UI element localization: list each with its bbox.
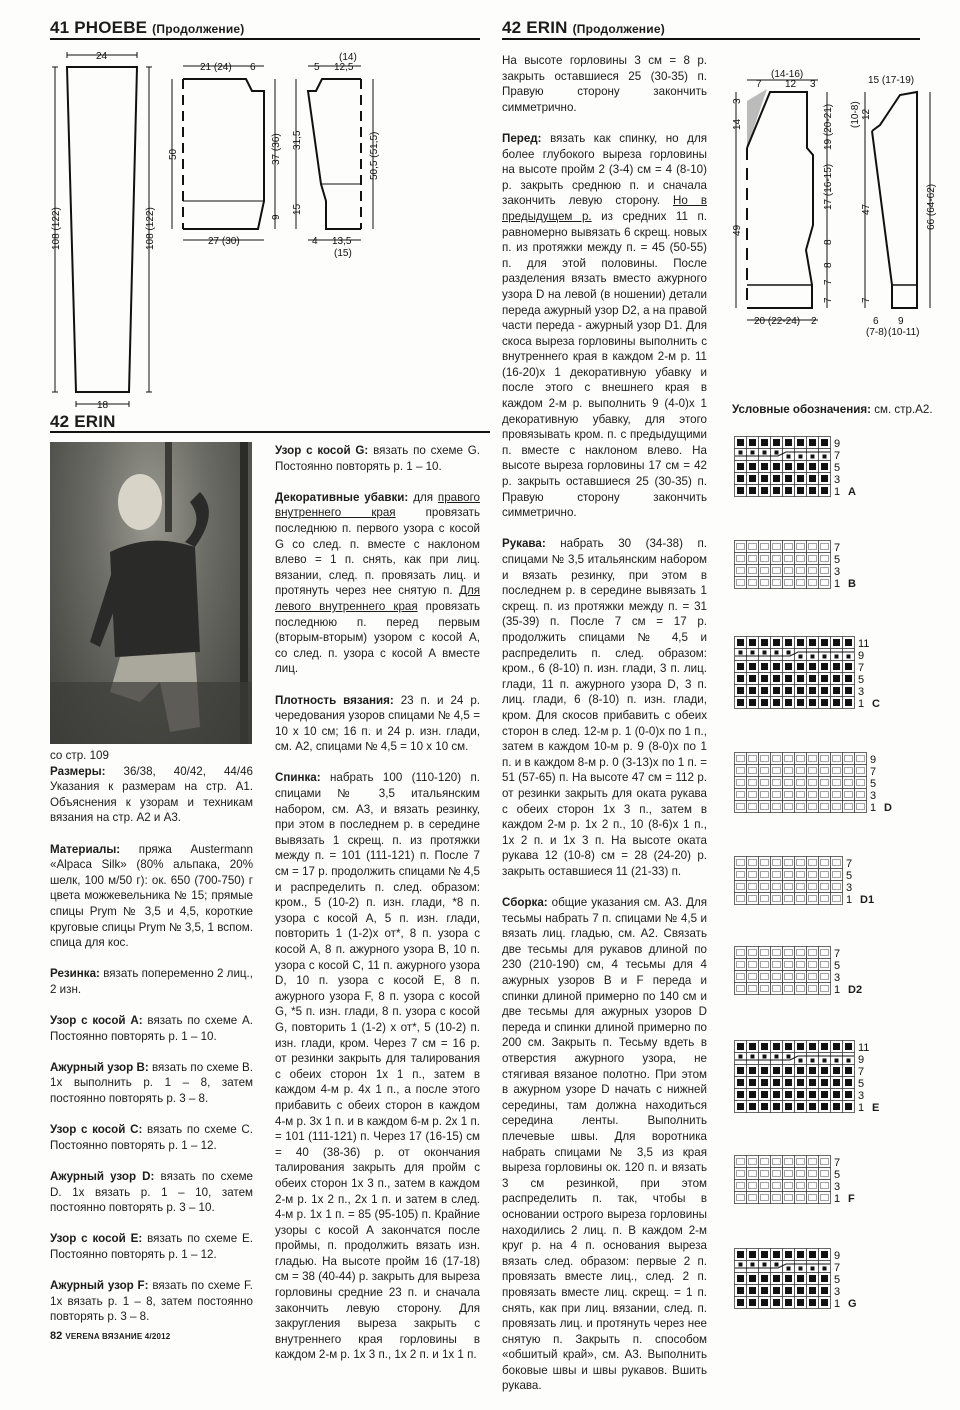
pattern-c-label: Узор с косой С: (50, 1123, 143, 1137)
legend-caption (732, 403, 933, 416)
sizes-text: 36/38, 40/42, 44/46 Указания к размерам на стр. А1. Объяснения к узорам и техникам вязания на стр. А2 и А3. (50, 764, 253, 825)
page-reference: со стр. 109 (50, 749, 109, 762)
chart-label: G (848, 1298, 857, 1310)
decreases-text: для (408, 490, 438, 504)
chart-row-number: 1 (834, 1298, 841, 1310)
chart-row-number: 3 (846, 882, 853, 894)
dim-back-top: 21 (24) (200, 62, 232, 73)
dim-front-top-alt: (14) (339, 52, 357, 63)
dim-body-right-e: 7 (823, 279, 834, 285)
dim-body-left-c: 49 (732, 224, 743, 236)
dim-front-bottom-alt: (15) (334, 248, 352, 259)
dim-front-top-a: 5 (314, 62, 320, 73)
pattern-d-paragraph (50, 1169, 253, 1216)
dim-body-top-c: 3 (810, 79, 816, 90)
chart-label: A (848, 486, 856, 498)
rib-paragraph (50, 966, 253, 997)
dim-sleeve-bottom-a: 6 (873, 316, 879, 327)
chart-row-number: 1 (858, 1102, 865, 1114)
neck-paragraph: На высоте горловины 3 см = 8 р. закрыть оставшиеся 25 (30-35) п. Правую сторону закончить симметрично. (502, 54, 707, 114)
chart-label: E (872, 1102, 880, 1114)
chart-label: D1 (860, 894, 875, 906)
dim-front-side: 31,5 (292, 130, 303, 150)
chart-row-number: 9 (858, 650, 865, 662)
dim-body-left-b: 14 (732, 118, 743, 130)
chart-row-number: 1 (834, 1193, 841, 1205)
text-column-3 (502, 53, 707, 1410)
dim-front-height: 50,5 (51,5) (369, 131, 380, 180)
chart-row-number: 5 (834, 554, 841, 566)
dim-sleeve-cap-alt: (10-8) (850, 101, 861, 128)
chart-row-number: 1 (834, 578, 841, 590)
chart-f (734, 1155, 870, 1212)
sleeves-paragraph (502, 536, 707, 879)
dim-sleeve-bottom-b: 9 (898, 316, 904, 327)
chart-row-number: 7 (846, 858, 853, 870)
chart-label: B (848, 578, 856, 590)
dim-body-top-a: 7 (756, 79, 762, 90)
chart-row-number: 5 (834, 1169, 841, 1181)
dim-sleeve-top: 15 (17-19) (868, 75, 915, 86)
pattern-e-label: Узор с косой Е: (50, 1232, 143, 1246)
pattern-f-label: Ажурный узор F: (50, 1279, 149, 1293)
page-footer (50, 1330, 170, 1342)
text-column-1 (50, 748, 253, 1341)
dim-left: 108 (122) (51, 207, 62, 250)
dim-body-right-b: 17 (16-15) (823, 163, 834, 210)
pattern-a-paragraph (50, 1013, 253, 1044)
assembly-text: общие указания см. А3. Для тесьмы набрать 7 п. спицами № 4,5 и вязать лиц. гладью, см. А2. Связать две тесьмы для рукавов длиной по 230 (210-190) см, 4 тесьмы для 4 ажурных узоров В и F переда и спинки длиной примерно по 140 см и две тесьмы для ажурных узоров D переда и спинки длиной примерно по 200 см. Закрыть п. Тесьму вдеть в отверстия ажурного узора, не стягивая вязаное полотно. При этом в ажурном узоре D начать с нижней середины, там должна находиться середина ленты. Выполнить плечевые швы. Для воротника набрать спицами № 3,5 из края выреза горловины ок. 120 п. и вязать 3 см резинкой, при этом распределить п. так, чтобы в основании острого выреза горловины находились 2 лиц. п. В каждом 2-м круг р. на 4 п. основания выреза вязать след. образом: первые 2 п. провязать вместе лиц., след. 2 п. провязать вместе лиц. скрещ. = 1 п. снять, как при лиц. вязании, след. п. провязать лиц. и протянуть через нее снятую п. Закрыть п. способом «обшитый край», см. А3. Выполнить боковые швы и швы рукавов. Вшить рукава. (502, 896, 707, 1393)
chart-d1 (734, 856, 882, 913)
chart-row-number: 7 (834, 1157, 841, 1169)
header-title: 42 ERIN (502, 18, 568, 37)
chart-row-number: 5 (846, 870, 853, 882)
decreases-text: провязать последнюю п. перед первым (вторым-вторым) узором с косой А, со след. п. узора с косой А вместе лиц. (275, 599, 480, 676)
section-header-erin (50, 412, 490, 433)
chart-label: D (884, 802, 892, 814)
dim-back-bottom: 27 (30) (208, 236, 240, 247)
chart-label: F (848, 1193, 855, 1205)
pattern-d-label: Ажурный узор D: (50, 1170, 155, 1184)
erin-schematic (725, 60, 937, 340)
dim-body-top-b: 12 (785, 79, 797, 90)
front-text: вязать как спинку, но для более глубокого выреза горловины на высоте пройм 2 (3-4) см = 4 (8-10) р. закрыть среднюю п. и сначала закончить левую сторону. (502, 131, 707, 208)
chart-b (734, 540, 870, 597)
pattern-g-paragraph (275, 443, 480, 474)
chart-e (734, 1040, 894, 1121)
dim-back-height: 50 (168, 148, 179, 160)
phoebe-schematic (40, 45, 400, 415)
pattern-a-label: Узор с косой А: (50, 1014, 143, 1028)
rib-label: Резинка: (50, 967, 100, 981)
front-label: Перед: (502, 131, 542, 145)
chart-row-number: 9 (858, 1054, 865, 1066)
dim-bottom: 18 (97, 400, 109, 411)
chart-row-number: 9 (870, 754, 877, 766)
page-number: 82 (50, 1330, 63, 1342)
pattern-a-text: вязать по схеме А. Постоянно повторять р. 1 – 10. (50, 1014, 254, 1043)
back-text: набрать 100 (110-120) п. спицами № 3,5 итальянским набором, см. А3, и вязать резинку, при этом в последнем р. в середине вывязать 1 скрещ. п. из протяжки между п. = 101 (111-121) п. После 7 см = 17 р. продолжить спицами № 4,5 и распределить п. след. образом: кром., 5 (10-2) п. изн. глади, *8 п. узора с косой А, 5 п. изн. глади, повторить 1 (1-2)х от*, 8 п. узора с косой А, 8 п. ажурного узора В, 10 п. узора с косой С, 11 п. ажурного узора D, 10 п. узора с косой Е, 8 п. ажурного узора F, 8 п. узора с косой G, *5 п. изн. глади, 8 п. узора с косой G, повторить 1 (1-2) х от*, 5 (10-2) п. изн. глади, кром. Через 7 см = 16 р. от резинки закрыть для талирования с обеих сторон 1х 1 п., затем в каждом 4-м р. 4х 1 п., а после этого прибавить с обеих сторон в каждом 4-м р. 3х 1 п. и в каждом 6-м р. 2х 1 п. = 101 (111-121) п. Через 17 (16-15) см = 40 (38-36) р. от окончания талирования закрыть для пройм с обеих сторон 1х 3 п., затем в каждом 2-м р. 1х 2 п., 2х 1 п. и затем в след. 4-м р. 1х 1 п. = 85 (95-105) п. Крайние узоры с косой А закончатся после проймы, п. продолжить вязать изн. гладью. На высоте пройм 16 (17-18) см = 38 (40-44) р. закрыть для выреза горловины средние 23 п. и сначала закончить левую сторону. Для закругления выреза закрыть с внутреннего края горловины в каждом 2-м р. 1х 3 п., 1х 2 п. и 1х 1 п. (275, 771, 480, 1362)
chart-row-number: 3 (834, 474, 841, 486)
pattern-c-text: вязать по схеме С. Постоянно повторять р. 1 – 12. (50, 1123, 253, 1152)
gauge-text: 23 п. и 24 р. чередования узоров спицами № 4,5 = 10 х 10 см; 16 п. и 24 р. изн. глади, см. А2, спицами № 4,5 = 10 х 10 см. (275, 693, 480, 754)
dim-back-top-b: 6 (250, 62, 256, 73)
model-photo (50, 442, 252, 744)
pattern-f-text: вязать по схеме F. 1х вязать р. 1 – 8, затем постоянно повторять р. 3 – 8. (50, 1279, 254, 1324)
dim-sleeve-cap: 12 (861, 108, 872, 120)
chart-g (734, 1248, 870, 1317)
chart-row-number: 3 (834, 1286, 841, 1298)
chart-c (734, 636, 894, 717)
dim-body-left-a: 3 (732, 98, 743, 104)
pattern-b-paragraph (50, 1060, 253, 1107)
sleeves-label: Рукава: (502, 537, 546, 551)
assembly-label: Сборка: (502, 896, 548, 910)
decreases-underline-right: правого внутреннего края (275, 490, 480, 520)
chart-row-number: 7 (834, 1262, 841, 1274)
header-title: 42 ERIN (50, 412, 116, 431)
sizes-paragraph (50, 764, 253, 826)
gauge-label: Плотность вязания: (275, 693, 394, 707)
sizes-label: Размеры: (50, 764, 106, 778)
section-header-phoebe (50, 18, 480, 40)
magazine-name: VERENA ВЯЗАНИЕ 4/2012 (65, 1332, 171, 1341)
materials-text: пряжа Austermann «Alpaca Silk» (80% альпака, 20% шелк, 100 м/50 г): ок. 650 (700-750) г цвета можжевельника № 15; прямые спицы Prym № 3,5 и 4,5, короткие круговые спицы Prym № 3,5, 1 вспом. спица для кос. (50, 842, 253, 950)
chart-row-number: 11 (858, 638, 870, 650)
chart-row-number: 1 (858, 698, 865, 710)
legend-text: см. стр.А2. (870, 403, 933, 416)
materials-paragraph (50, 842, 253, 951)
dim-body-bottom-b: 2 (811, 316, 817, 327)
front-underline: Но в предыдущем р. (502, 194, 707, 223)
dim-body-right-a: 19 (20-21) (823, 103, 834, 150)
chart-row-number: 7 (858, 1066, 865, 1078)
pattern-f-paragraph (50, 1278, 253, 1325)
dim-front-rib: 15 (292, 203, 303, 215)
dim-body-top-alt: (14-16) (771, 69, 804, 80)
chart-row-number: 5 (834, 462, 841, 474)
sleeves-text: набрать 30 (34-38) п. спицами № 3,5 итальянским набором и вязать резинку, при этом в последнем р. в середине вывязать 1 скрещ. п. из протяжки между п. = 31 (35-39) п. После 7 см = 17 р. продолжить спицами № 4,5 и распределить п. след. образом: кром., 6 (8-10) п. изн. глади, 3 п. лиц. глади, 11 п. ажурного узора D, 3 п. лиц. глади, 6 (8-10) п. изн. глади, кром. Для скосов прибавить с обеих сторон в след. 12-м р. 1 (0-0)х по 1 п., затем в каждом 10-м р. 9 (8-0)х по 1 п. и в каждом 8-м р. 0 (3-13)х по 1 п. = 51 (57-65) п. На высоте 47 см = 112 р. от резинки закрыть для оката рукава с обеих сторон 1х 3 п., затем в каждом 2-м р. 1х 2 п., 10 (8-6)х 1 п., 1х 2 п. и 1х 3 п. На высоте оката рукава 12 (10-8) см = 28 (24-20) р. закрыть оставшиеся 11 (21-33) п. (502, 537, 707, 878)
rib-text: вязать попеременно 2 лиц., 2 изн. (50, 967, 253, 996)
dim-body-bottom-a: 20 (22-24) (754, 316, 801, 327)
pattern-g-label: Узор с косой G: (275, 444, 369, 457)
dim-front-bottom-b: 13,5 (332, 236, 352, 247)
chart-row-number: 3 (858, 686, 865, 698)
chart-row-number: 1 (834, 984, 841, 996)
chart-row-number: 7 (834, 542, 841, 554)
pattern-d-text: вязать по схеме D. 1х вязать р. 1 – 10, затем постоянно повторять р. 3 – 10. (50, 1170, 254, 1215)
dim-body-right-f: 7 (823, 297, 834, 303)
chart-row-number: 1 (834, 486, 841, 498)
back-paragraph (275, 770, 480, 1363)
legend-label: Условные обозначения: (732, 403, 871, 416)
materials-label: Материалы: (50, 842, 121, 856)
pattern-e-paragraph (50, 1231, 253, 1262)
chart-row-number: 1 (870, 802, 877, 814)
header-subtitle: (Продолжение) (572, 22, 665, 36)
dim-front-top-b: 12,5 (334, 62, 354, 73)
header-title: 41 PHOEBE (50, 18, 148, 37)
chart-row-number: 3 (834, 566, 841, 578)
chart-row-number: 3 (834, 1181, 841, 1193)
chart-row-number: 3 (858, 1090, 865, 1102)
chart-row-number: 11 (858, 1042, 870, 1054)
chart-a (734, 436, 870, 505)
dim-sleeve-rib: 7 (861, 297, 872, 303)
chart-row-number: 3 (834, 972, 841, 984)
dim-sleeve-bottom-b-alt: (10-11) (888, 327, 920, 338)
chart-row-number: 1 (846, 894, 853, 906)
dim-back-side: 37 (36) (271, 133, 282, 165)
header-subtitle: (Продолжение) (152, 22, 245, 36)
chart-row-number: 9 (834, 1250, 841, 1262)
chart-row-number: 5 (834, 1274, 841, 1286)
back-label: Спинка: (275, 771, 321, 785)
dim-sleeve-bottom-a-alt: (7-8) (866, 327, 888, 338)
text-column-2 (275, 443, 480, 1379)
chart-row-number: 5 (858, 1078, 865, 1090)
pattern-g-text: вязать по схеме G. Постоянно повторять р. 1 – 10. (275, 444, 480, 473)
front-paragraph (502, 131, 707, 521)
chart-row-number: 9 (834, 438, 841, 450)
chart-row-number: 7 (858, 662, 865, 674)
chart-label: C (872, 698, 880, 710)
chart-row-number: 7 (870, 766, 877, 778)
chart-row-number: 5 (834, 960, 841, 972)
decreases-text: провязать последнюю п. первого узора с косой G со след. п. вместе с наклоном влево = 1 п. снять, как при лиц. вязании, след. п. провязать лиц. и протянуть через нее снятую п. (275, 506, 480, 598)
pattern-c-paragraph (50, 1122, 253, 1153)
chart-row-number: 7 (834, 948, 841, 960)
chart-row-number: 7 (834, 450, 841, 462)
chart-d2 (734, 946, 870, 1003)
chart-d (734, 752, 906, 821)
chart-label: D2 (848, 984, 863, 996)
pattern-b-label: Ажурный узор В: (50, 1060, 149, 1074)
decreases-underline-left: Для левого внутреннего края (275, 584, 480, 613)
decreases-paragraph (275, 490, 480, 677)
dim-top: 24 (96, 51, 108, 62)
chart-row-number: 5 (870, 778, 877, 790)
gauge-paragraph (275, 693, 480, 755)
dim-body-right-c: 8 (823, 239, 834, 245)
chart-row-number: 5 (858, 674, 865, 686)
dim-right: 108 (122) (145, 207, 156, 250)
decreases-label: Декоративные убавки: (275, 490, 409, 504)
dim-body-right-d: 8 (823, 262, 834, 268)
section-header-erin-cont (502, 18, 920, 40)
assembly-paragraph (502, 895, 707, 1394)
dim-sleeve-height: 66 (64-62) (926, 183, 937, 230)
dim-front-bottom-a: 4 (312, 236, 318, 247)
chart-row-number: 3 (870, 790, 877, 802)
front-text: из средних 11 п. равномерно вывязать 6 скрещ. новых п. из протяжки между п. = 45 (50-55) п. для этой половины. После разделения вязать вместо ажурного узора D на левой (в ношении) детали переда ажурный узор D2, а на правой части переда - ажурный узор D1. Для скоса выреза горловины выполнить с внутреннего края в каждом 2-м р. 11 (16-20)х 1 декоративную убавку и после этого с внешнего края в каждом 2-м р. выполнить 9 (4-0)х 1 декоративную убавку, для этого провязывать кром. п. с предыдущими п. вместе с наклоном влево. На высоте выреза горловины 17 см = 42 р. закрыть оставшиеся 25 (30-35) п. Правую сторону закончить симметрично. (502, 209, 708, 520)
pattern-e-text: вязать по схеме Е. Постоянно повторять р. 1 – 12. (50, 1232, 254, 1261)
pattern-b-text: вязать по схеме В. 1х выполнить р. 1 – 8, затем постоянно повторять р. 3 – 8. (50, 1060, 253, 1106)
dim-sleeve-length: 47 (861, 203, 872, 215)
dim-back-rib: 9 (271, 214, 282, 220)
